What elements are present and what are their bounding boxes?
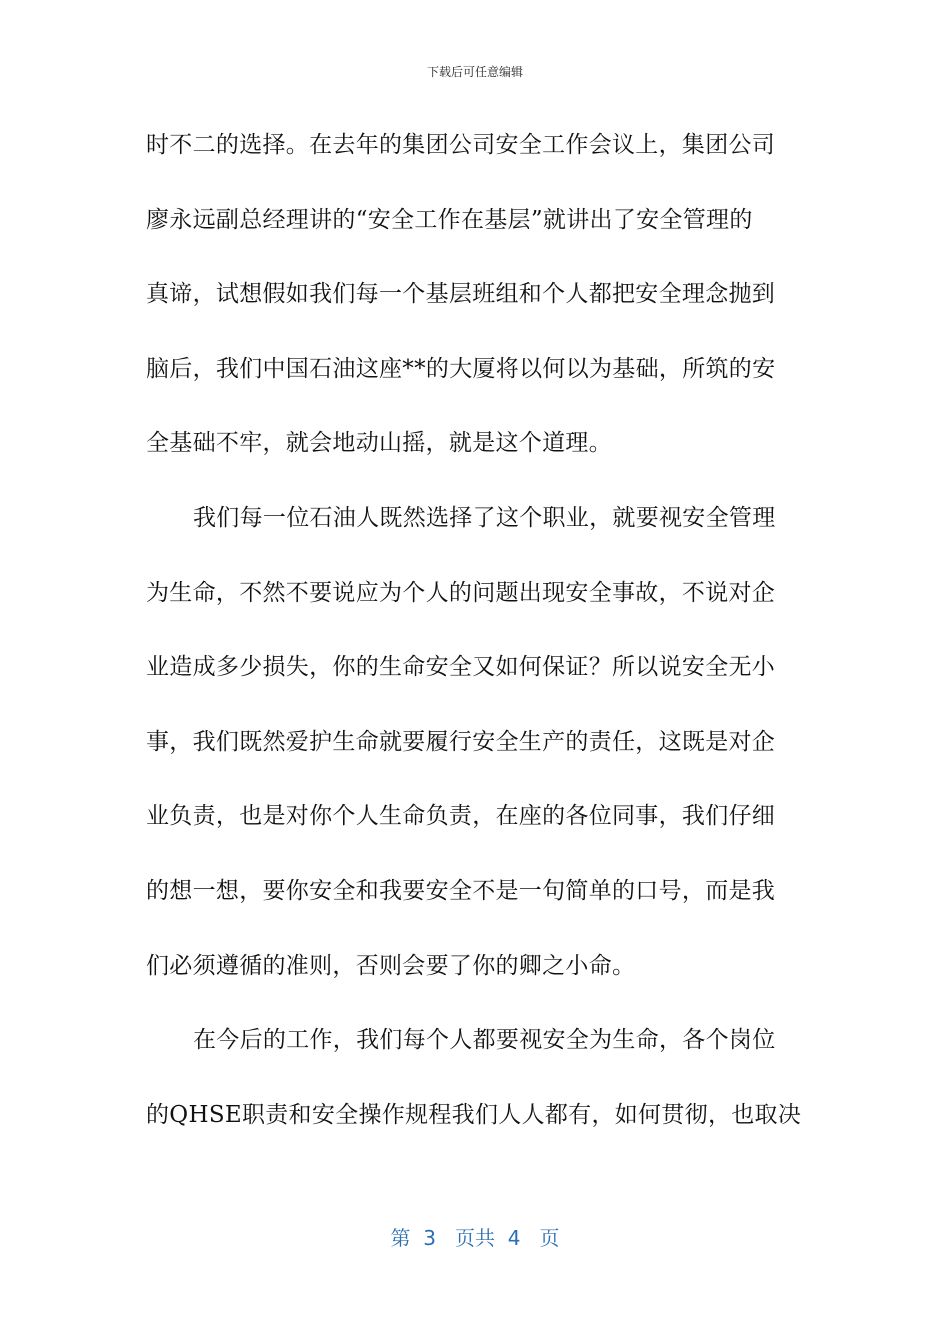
body-text <box>146 125 800 1169</box>
paragraph-start-line: 在今后的工作，我们每个人都要视安全为生命，各个岗位 <box>193 1027 776 1054</box>
paragraph-start-line: 我们每一位石油人既然选择了这个职业，就要视安全管理 <box>193 504 776 531</box>
text-line: 业造成多少损失，你的生命安全又如何保证？所以说安全无小 <box>146 654 776 681</box>
page-header-note: 下载后可任意编辑 <box>426 65 523 79</box>
text-line: 脑后，我们中国石油这座**的大厦将以何以为基础，所筑的安 <box>146 355 776 382</box>
text-line: 时不二的选择。在去年的集团公司安全工作会议上，集团公司 <box>146 132 776 158</box>
text-line: 事，我们既然爱护生命就要履行安全生产的责任，这既是对企 <box>146 728 776 755</box>
text-line: 们必须遵循的准则，否则会要了你的卿之小命。 <box>146 952 636 979</box>
page-number-footer: 第 3 页共 4 页 <box>390 1226 560 1250</box>
text-line: 的想一想，要你安全和我要安全不是一句简单的口号，而是我 <box>146 877 776 904</box>
text-line: 真谛，试想假如我们每一个基层班组和个人都把安全理念抛到 <box>146 281 776 308</box>
text-line: 的QHSE职责和安全操作规程我们人人都有，如何贯彻，也取决 <box>146 1101 802 1128</box>
text-line: 廖永远副总经理讲的“安全工作在基层”就讲出了安全管理的 <box>146 206 753 233</box>
text-line: 全基础不牢，就会地动山摇，就是这个道理。 <box>146 430 612 457</box>
text-line: 业负责，也是对你个人生命负责，在座的各位同事，我们仔细 <box>146 803 776 830</box>
text-line: 为生命，不然不要说应为个人的问题出现安全事故，不说对企 <box>146 579 776 606</box>
